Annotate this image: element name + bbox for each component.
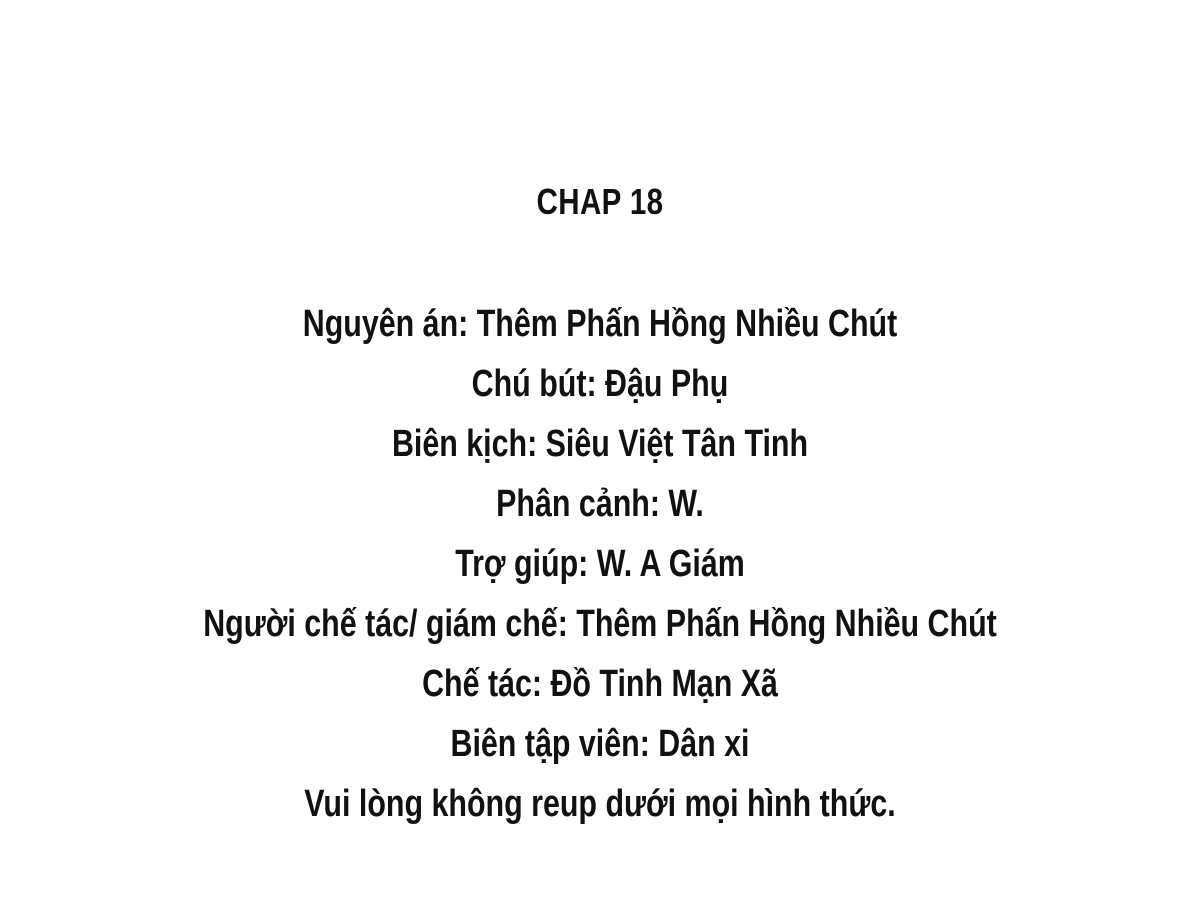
credit-screenwriter: Biên kịch: Siêu Việt Tân Tinh [391,423,809,465]
credit-main-artist: Chú bút: Đậu Phụ [471,363,729,405]
reupload-notice: Vui lòng không reup dưới mọi hình thức. [304,783,896,825]
credit-production: Chế tác: Đồ Tinh Mạn Xã [422,663,778,705]
credit-original-work: Nguyên án: Thêm Phấn Hồng Nhiều Chút [302,303,898,345]
credit-producer: Người chế tác/ giám chế: Thêm Phấn Hồng Nhiều Chút [203,603,997,645]
credit-storyboard: Phân cảnh: W. [496,483,704,525]
chapter-title: CHAP 18 [536,181,664,222]
credit-assistant: Trợ giúp: W. A Giám [455,543,745,585]
credit-editor: Biên tập viên: Dân xi [450,723,750,765]
credits-block [0,294,1200,834]
